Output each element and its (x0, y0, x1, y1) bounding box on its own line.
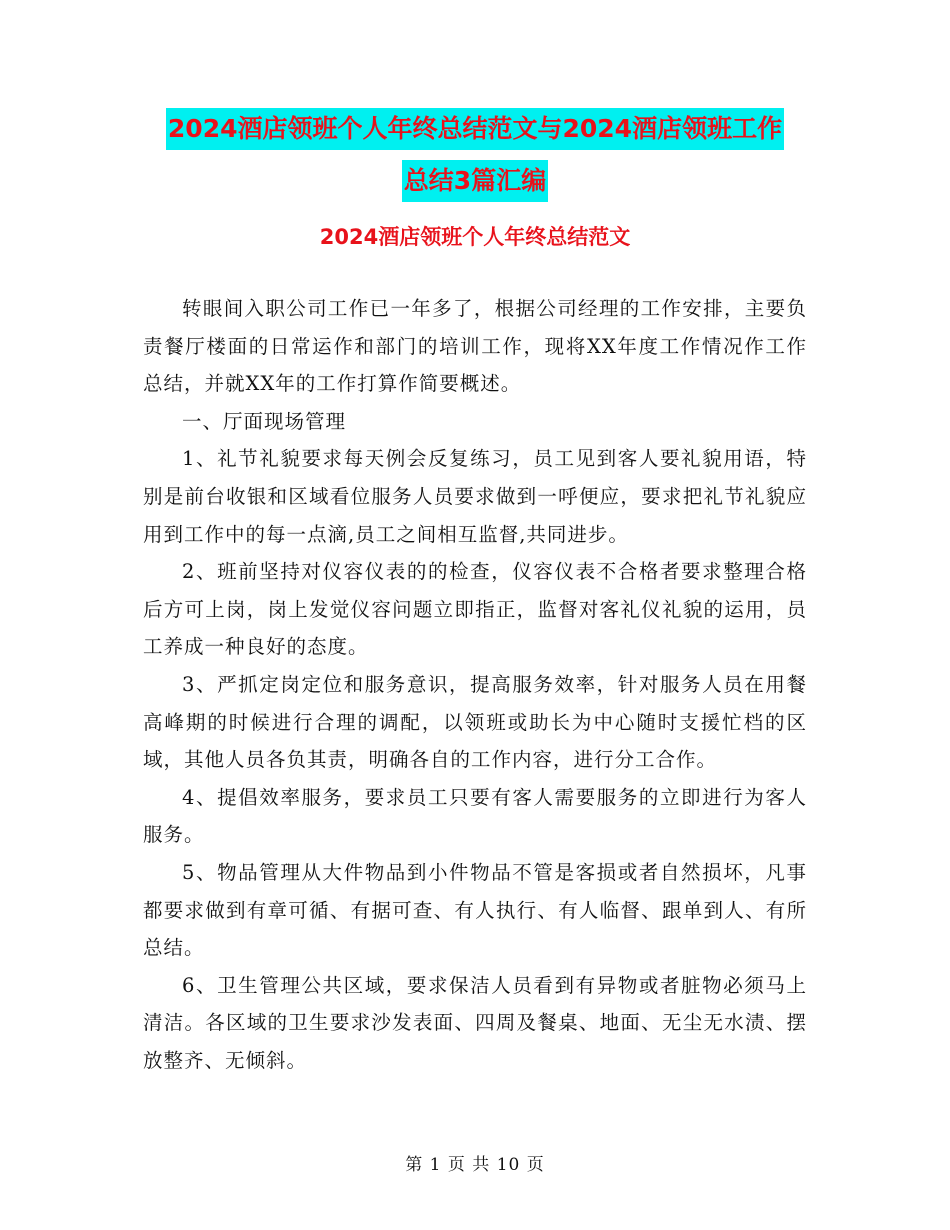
section-heading: 一、厅面现场管理 (182, 409, 347, 433)
paragraph-item-4: 4、提倡效率服务，要求员工只要有客人需要服务的立即进行为客人服务。 (143, 785, 807, 847)
document-body (143, 290, 807, 1079)
paragraph-item-6: 6、卫生管理公共区域，要求保洁人员看到有异物或者脏物必须马上清洁。各区域的卫生要求沙发表面、四周及餐桌、地面、无尘无水渍、摆放整齐、无倾斜。 (143, 973, 807, 1072)
section-subtitle: 2024酒店领班个人年终总结范文 (319, 225, 631, 249)
paragraph-item-1: 1、礼节礼貌要求每天例会反复练习，员工见到客人要礼貌用语，特别是前台收银和区域看位服务人员要求做到一呼便应，要求把礼节礼貌应用到工作中的每一点滴,员工之间相互监督,共同进步。 (143, 447, 807, 546)
title-line-1: 2024酒店领班个人年终总结范文与2024酒店领班工作 (166, 108, 784, 150)
title-line-2: 总结3篇汇编 (402, 160, 548, 202)
paragraph-item-5: 5、物品管理从大件物品到小件物品不管是客损或者自然损坏，凡事都要求做到有章可循、有据可查、有人执行、有人临督、跟单到人、有所总结。 (143, 860, 807, 960)
paragraph-item-2: 2、班前坚持对仪容仪表的的检查，仪容仪表不合格者要求整理合格后方可上岗，岗上发觉仪容问题立即指正，监督对客礼仪礼貌的运用，员工养成一种良好的态度。 (143, 560, 807, 659)
document-title (0, 108, 950, 202)
paragraph-item-3: 3、严抓定岗定位和服务意识，提高服务效率，针对服务人员在用餐高峰期的时候进行合理的调配，以领班或助长为中心随时支援忙档的区域，其他人员各负其责，明确各自的工作内容，进行分工合作。 (143, 672, 807, 772)
paragraph-intro: 转眼间入职公司工作已一年多了，根据公司经理的工作安排，主要负责餐厅楼面的日常运作和部门的培训工作，现将XX年度工作情况作工作总结，并就XX年的工作打算作简要概述。 (143, 297, 807, 396)
page-footer: 第 1 页 共 10 页 (405, 1155, 545, 1175)
